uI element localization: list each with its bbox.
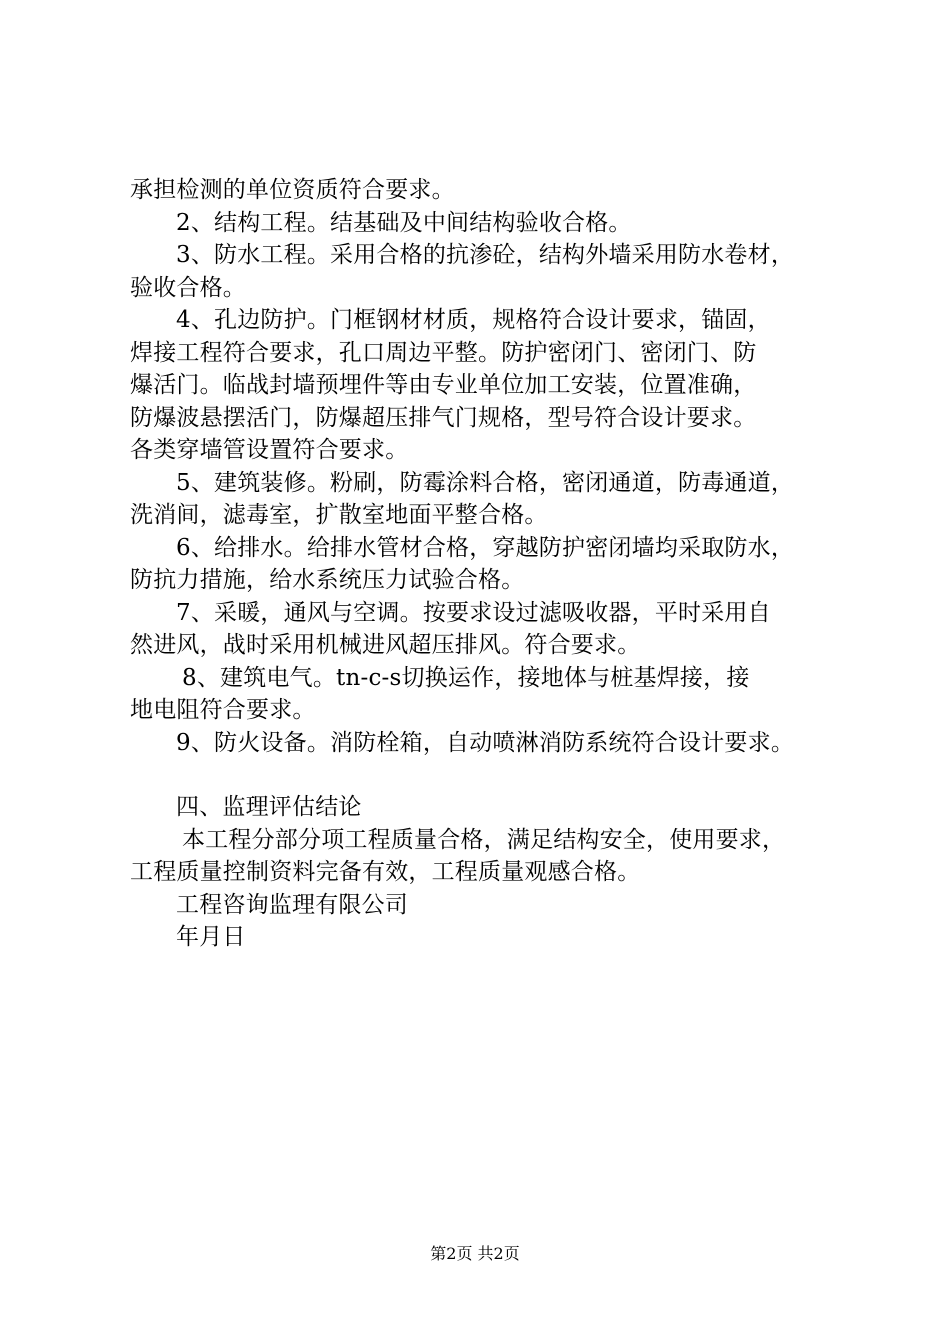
- conclusion-line: 本工程分部分项工程质量合格，满足结构安全，使用要求，: [182, 826, 786, 853]
- signature-date: 年月日: [176, 924, 246, 950]
- section-gap: [130, 759, 850, 791]
- item-2-line: 2、结构工程。结基础及中间结构验收合格。: [176, 209, 632, 236]
- text-line: 各类穿墙管设置符合要求。: [130, 437, 409, 463]
- item-4-line: 4、孔边防护。门框钢材材质，规格符合设计要求，锚固，: [176, 307, 771, 333]
- item-3-line: 3、防水工程。采用合格的抗渗砼，结构外墙采用防水卷材，: [176, 242, 795, 268]
- text-line: 验收合格。: [130, 274, 246, 301]
- item-7-line: 7、采暖，通风与空调。按要求设过滤吸收器，平时采用自: [176, 599, 771, 626]
- signature-company: 工程咨询监理有限公司: [176, 891, 408, 918]
- text-line: 爆活门。临战封墙预埋件等由专业单位加工安装，位置准确，: [130, 372, 757, 398]
- page-footer: 第2页 共2页: [430, 1244, 520, 1263]
- text-line: 防抗力措施，给水系统压力试验合格。: [130, 567, 525, 593]
- item-9-line: 9、防火设备。消防栓箱，自动喷淋消防系统符合设计要求。: [176, 729, 795, 756]
- document-body: [130, 174, 850, 954]
- item-6-line: 6、给排水。给排水管材合格，穿越防护密闭墙均采取防水，: [176, 534, 795, 561]
- text-line: 地电阻符合要求。: [130, 697, 316, 723]
- conclusion-line: 工程质量控制资料完备有效，工程质量观感合格。: [130, 859, 641, 885]
- text-line: 焊接工程符合要求，孔口周边平整。防护密闭门、密闭门、防: [130, 339, 757, 366]
- text-line: 洗消间，滤毒室，扩散室地面平整合格。: [130, 502, 548, 528]
- item-5-line: 5、建筑装修。粉刷，防霉涂料合格，密闭通道，防毒通道，: [176, 469, 795, 496]
- text-line: 然进风，战时采用机械进风超压排风。符合要求。: [130, 632, 641, 658]
- text-line: 防爆波悬摆活门，防爆超压排气门规格，型号符合设计要求。: [130, 404, 757, 431]
- conclusion-heading: 四、监理评估结论: [176, 794, 362, 820]
- item-8-line: 8、建筑电气。tn-c-s切换运作，接地体与桩基焊接，接: [182, 664, 750, 691]
- text-line: 承担检测的单位资质符合要求。: [130, 177, 455, 203]
